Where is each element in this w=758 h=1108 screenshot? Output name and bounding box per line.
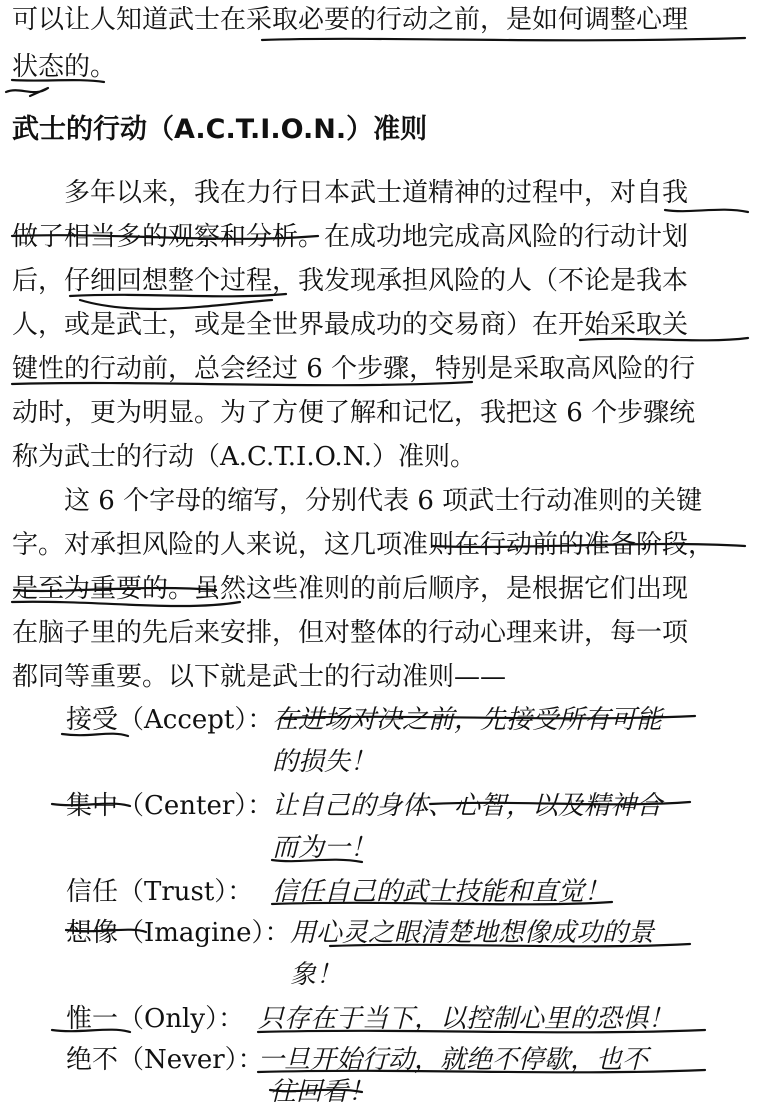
rule-desc-imagine-1: 用心灵之眼清楚地想像成功的景	[290, 918, 655, 948]
paragraph1-line-2: 做了相当多的观察和分析。在成功地完成高风险的行动计划	[12, 222, 689, 252]
rule-desc-imagine-2: 象！	[290, 960, 343, 990]
paragraph2-line-4: 在脑子里的先后来安排，但对整体的行动心理来讲，每一项	[12, 618, 689, 648]
paragraph1-line-6: 动时，更为明显。为了方便了解和记忆，我把这 6 个步骤统	[12, 398, 696, 428]
rule-term-only: 惟一（Only）：	[66, 1004, 245, 1034]
rule-desc-never-1: 一旦开始行动，就绝不停歇，也不	[258, 1045, 649, 1075]
squiggle-margin-1	[6, 88, 48, 96]
rule-desc-only-1: 只存在于当下，以控制心里的恐惧！	[258, 1004, 675, 1034]
rule-term-trust: 信任（Trust）：	[66, 877, 254, 907]
rule-desc-center-2: 而为一！	[272, 833, 377, 863]
paragraph1-line-7: 称为武士的行动（A.C.T.I.O.N.）准则。	[12, 442, 477, 472]
rule-desc-accept-1: 在进场对决之前，先接受所有可能	[272, 705, 663, 735]
rule-term-never: 绝不（Never）：	[66, 1045, 264, 1075]
section-heading: 武士的行动（A.C.T.I.O.N.）准则	[12, 114, 428, 145]
intro-line-2: 状态的。	[12, 52, 117, 82]
rule-term-imagine: 想像（Imagine）：	[66, 918, 291, 948]
rule-desc-center-1: 让自己的身体、心智，以及精神合	[272, 791, 663, 821]
paragraph1-line-5: 键性的行动前，总会经过 6 个步骤，特别是采取高风险的行	[12, 354, 696, 384]
underline-intro-1	[262, 38, 745, 40]
paragraph2-line-1: 这 6 个字母的缩写，分别代表 6 项武士行动准则的关键	[12, 486, 703, 516]
rule-desc-accept-2: 的损失！	[272, 747, 377, 777]
intro-line-1: 可以让人知道武士在采取必要的行动之前，是如何调整心理	[12, 5, 689, 35]
paragraph2-line-3: 是至为重要的。虽然这些准则的前后顺序，是根据它们出现	[12, 574, 689, 604]
paragraph1-line-1: 多年以来，我在力行日本武士道精神的过程中，对自我	[12, 178, 689, 208]
rule-desc-trust-1: 信任自己的武士技能和直觉！	[272, 877, 611, 907]
paragraph1-line-4: 人，或是武士，或是全世界最成功的交易商）在开始采取关	[12, 310, 689, 340]
rule-desc-never-2: 往回看！	[270, 1077, 375, 1107]
paragraph2-line-5: 都同等重要。以下就是武士的行动准则——	[12, 662, 507, 692]
rule-term-accept: 接受（Accept）：	[66, 705, 274, 735]
underline-self	[665, 210, 748, 212]
paragraph1-line-3: 后，仔细回想整个过程，我发现承担风险的人（不论是我本	[12, 266, 689, 296]
rule-term-center: 集中（Center）：	[66, 791, 274, 821]
paragraph2-line-2: 字。对承担风险的人来说，这几项准则在行动前的准备阶段，	[12, 530, 715, 560]
curve-recall	[80, 300, 272, 309]
